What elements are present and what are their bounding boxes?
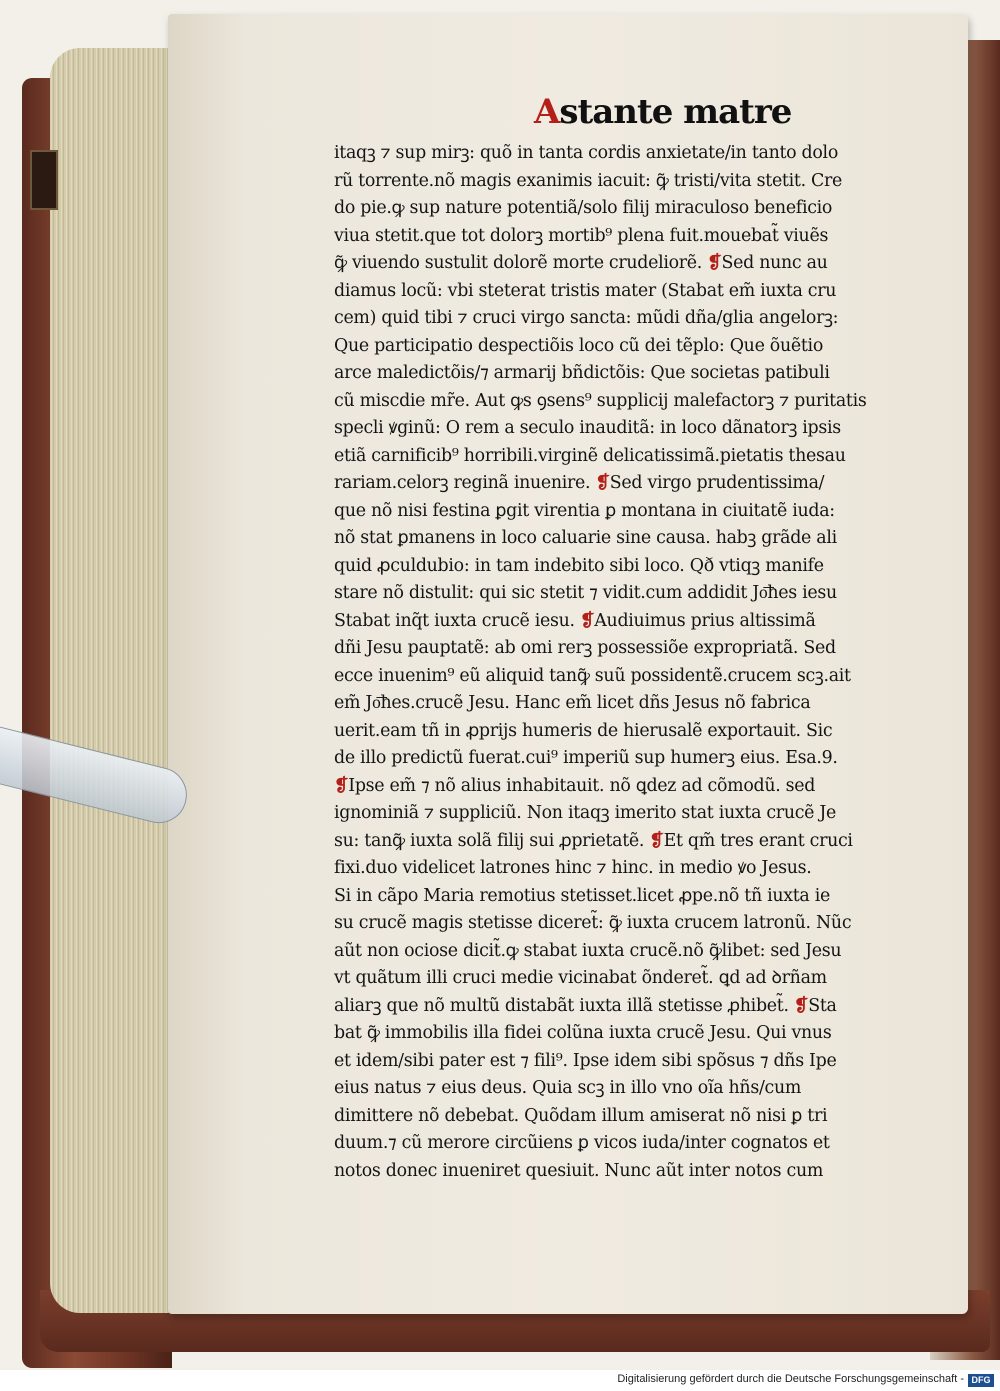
- paragraph-mark: ❡: [793, 995, 809, 1016]
- dfg-logo-icon: DFG: [968, 1374, 994, 1387]
- text-line: Si in cãpo Maria remotius stetisset.licet ꝓpe.nõ tñ iuxta ie: [334, 885, 830, 906]
- text-run: Audiuimus prius altissimã: [594, 610, 816, 631]
- text-line: dñi Jesu pauptatẽ: ab omi rerꝫ possessiõe expropriatã. Sed: [334, 638, 836, 658]
- text-run: Sta: [808, 995, 837, 1016]
- text-line: aũt non ociose dicit̃.ꝙ stabat iuxta crucẽ.nõ ꝙ̃libet: sed Jesu: [334, 940, 842, 961]
- text-line: ignominiã ⁊ suppliciũ. Non itaqꝫ imerito stat iuxta crucẽ Je: [334, 803, 837, 823]
- footer-bar: [0, 1370, 1000, 1391]
- book-clasp: [30, 150, 58, 210]
- text-line: [334, 828, 934, 856]
- text-run: su: tanꝙ̃ iuxta solã filij sui ꝓprietatẽ.: [334, 830, 650, 851]
- text-block: [334, 140, 934, 1185]
- text-run: Et qm̃ tres erant cruci: [663, 830, 853, 851]
- text-line: arce maledictõis/⁊ armarij bñdictõis: Que societas patibuli: [334, 363, 830, 383]
- text-line: viua stetit.que tot dolorꝫ mortib⁹ plena fuit.mouebat̃ viuẽs: [334, 225, 829, 246]
- text-run: Stabat inq̃t iuxta crucẽ iesu.: [334, 610, 581, 631]
- text-line: Que participatio despectiõis loco cũ dei tẽplo: Que õuẽtio: [334, 335, 823, 356]
- paragraph-mark: ❡: [707, 253, 722, 273]
- paragraph-mark: ❡: [649, 830, 664, 851]
- text-line: [334, 250, 934, 278]
- text-line: stare nõ distulit: qui sic stetit ⁊ vidit.cum addidit Jo͞hes iesu: [334, 583, 837, 603]
- text-line: etiã carnificib⁹ horribili.virginẽ delicatissimã.pietatis thesau: [334, 445, 846, 466]
- text-line: diamus locũ: vbi steterat tristis mater (Stabat em̃ iuxta cru: [334, 280, 837, 301]
- text-line: cũ miscdie mr̃e. Aut ꝙs ꝯsens⁹ supplicij malefactorꝫ ⁊ puritatis: [334, 390, 867, 411]
- text-line: fixi.duo videlicet latrones hinc ⁊ hinc. in medio ꝟo Jesus.: [334, 858, 812, 878]
- text-line: et idem/sibi pater est ⁊ fili⁹. Ipse idem sibi spõsus ⁊ dñs Ipe: [334, 1050, 837, 1071]
- paragraph-mark: ❡: [580, 610, 595, 631]
- paragraph-mark: ❡: [595, 473, 610, 493]
- text-line: eius natus ⁊ eius deus. Quia scꝫ in illo vno oĩa hñs/cum: [334, 1078, 802, 1098]
- text-line: [334, 470, 934, 498]
- text-line: bat ꝙ̃ immobilis illa fidei colũna iuxta crucẽ Jesu. Qui vnus: [334, 1023, 832, 1043]
- text-line: de illo predictũ fuerat.cui⁹ imperiũ sup humerꝫ eius. Esa.9.: [334, 748, 838, 768]
- text-line: notos donec inueniret quesiuit. Nunc aũt inter notos cum: [334, 1160, 824, 1181]
- text-line: rũ torrente.nõ magis exanimis iacuit: ꝙ̃ tristi/vita stetit. Cre: [334, 170, 843, 191]
- text-line: do pie.ꝙ sup nature potentiã/solo filij miraculoso beneficio: [334, 198, 833, 218]
- text-run: Sed virgo prudentissima/: [609, 473, 825, 493]
- text-line: quid ꝓculdubio: in tam indebito sibi loco. Qð vtiqꝫ manife: [334, 555, 824, 576]
- text-line: em̃ Jo͞hes.crucẽ Jesu. Hanc em̃ licet dñs Jesus nõ fabrica: [334, 693, 811, 713]
- text-line: cem) quid tibi ⁊ cruci virgo sancta: mũdi dña/glia angelorꝫ:: [334, 308, 839, 328]
- text-run: Sed nunc au: [721, 253, 828, 273]
- text-line: [334, 608, 934, 636]
- heading-text: stante matre: [559, 92, 792, 132]
- text-line: que nõ nisi festina ꝑgit virentia ꝑ montana in ciuitatẽ iuda:: [334, 500, 835, 521]
- text-line: uerit.eam tñ in ꝓprijs humeris de hierusalẽ exportauit. Sic: [334, 720, 833, 741]
- text-line: duum.⁊ cũ merore circũiens ꝑ vicos iuda/inter cognatos et: [334, 1133, 830, 1153]
- text-run: ꝙ̃ viuendo sustulit dolorẽ morte crudeliorẽ.: [334, 253, 708, 273]
- page-heading: [534, 92, 791, 132]
- text-line: specli ꝟginũ: O rem a seculo inauditã: in loco dãnatorꝫ ipsis: [334, 418, 841, 438]
- text-line: [334, 773, 934, 801]
- text-line: nõ stat ꝑmanens in loco caluarie sine causa. habꝫ grãde ali: [334, 528, 837, 548]
- footer-credit: Digitalisierung gefördert durch die Deutsche Forschungsgemeinschaft -: [617, 1373, 964, 1385]
- text-run: aliarꝫ que nõ multũ distabãt iuxta illã stetisse ꝓhibet̃.: [334, 995, 794, 1016]
- heading-initial: A: [534, 92, 560, 132]
- text-line: dimittere nõ debebat. Quõdam illum amiserat nõ nisi ꝑ tri: [334, 1105, 828, 1126]
- text-line: [334, 993, 934, 1021]
- text-line: ecce inuenim⁹ eũ aliquid tanꝙ̃ suũ possidentẽ.crucem scꝫ.ait: [334, 665, 851, 686]
- text-run: Ipse em̃ ⁊ nõ alius inhabitauit. nõ ꝗdez ad cõmodũ. sed: [348, 775, 816, 796]
- text-line: su crucẽ magis stetisse diceret̃: ꝙ̃ iuxta crucem latronũ. Nũc: [334, 913, 852, 933]
- text-line: vt quãtum illi cruci medie vicinabat õnderet̃. ꝗd ad ꝺrñam: [334, 968, 827, 988]
- text-line: itaqꝫ ⁊ sup mirꝫ: quõ in tanta cordis anxietate/in tanto dolo: [334, 143, 838, 163]
- text-run: rariam.celorꝫ reginã inuenire.: [334, 473, 596, 493]
- paragraph-mark: ❡: [334, 775, 349, 796]
